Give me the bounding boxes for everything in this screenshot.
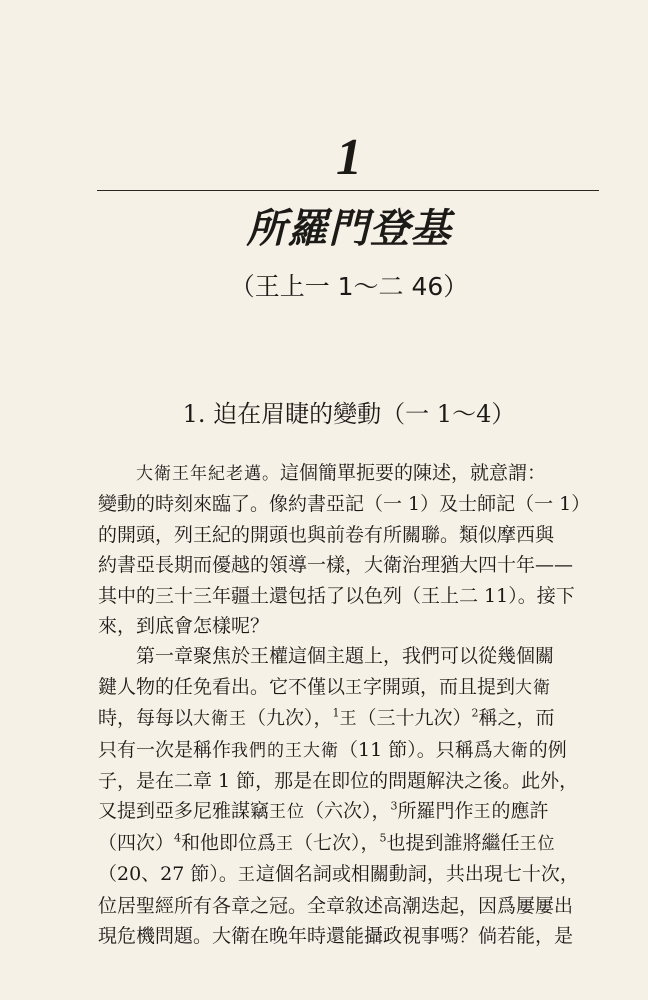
paragraph <box>98 458 603 641</box>
emphasis-text: 王 <box>339 709 358 730</box>
text-run: （11 節）。只稱爲 <box>339 738 493 761</box>
text-line <box>98 766 603 796</box>
emphasis-text: 王 <box>473 802 492 823</box>
text-run: 其中的三十三年疆土還包括了以色列（王上二 11）。接下 <box>98 584 575 607</box>
text-run: （九次）， <box>247 707 333 730</box>
text-line <box>98 458 603 489</box>
text-run: （六次）， <box>305 800 391 823</box>
text-run: 來，到底會怎樣呢？ <box>98 615 270 638</box>
text-line <box>98 859 603 890</box>
text-run: 這個簡單扼要的陳述，就意謂： <box>280 462 547 484</box>
text-run: 這個名詞或相關動詞，共出現七十次， <box>255 863 579 886</box>
text-line <box>98 891 603 921</box>
text-line <box>98 611 603 641</box>
text-run: 和他即位爲 <box>181 831 277 854</box>
text-run: 現危機問題。大衛在晚年時還能攝政視事嗎？倘若能，是 <box>98 925 574 948</box>
text-run: （三十九次） <box>357 707 472 730</box>
text-line <box>98 641 603 671</box>
text-run: 位居聖經所有各章之冠。全章敘述高潮迭起，因爲屢屢出 <box>98 894 574 917</box>
text-run: 時，每每以 <box>98 707 194 730</box>
text-run: 變動的時刻來臨了。像約書亞記（一 1）及士師記（一 1） <box>98 493 591 516</box>
emphasis-text: 王位 <box>519 833 556 854</box>
footnote-marker: 1 <box>332 706 340 720</box>
text-run: 又提到亞多尼雅謀竊 <box>98 800 270 823</box>
body-text <box>98 458 603 952</box>
chapter-title: 所羅門登基 <box>246 206 452 252</box>
text-run: 的開頭，列王紀的開頭也與前卷有所關聯。類似摩西與 <box>98 523 555 546</box>
text-run: 約書亞長期而優越的領導一樣，大衛治理猶大四十年—— <box>98 554 574 577</box>
text-run: 只有一次是稱作 <box>98 738 232 761</box>
text-run: 鍵人物的任免看出。它不僅以 <box>98 675 346 698</box>
footnote-marker: 4 <box>174 831 182 845</box>
footnote-marker: 5 <box>379 831 387 845</box>
chapter-scripture-reference: （王上一 1～二 46） <box>229 272 469 301</box>
text-line <box>98 672 603 703</box>
text-line <box>98 520 603 550</box>
emphasis-text: 王位 <box>269 802 306 823</box>
text-line <box>98 550 603 580</box>
emphasis-text: 我們的王大衛 <box>231 740 340 761</box>
text-line <box>98 828 603 859</box>
emphasis-text: 大衛王年紀老邁。 <box>136 464 280 484</box>
text-run: 的例 <box>528 738 567 761</box>
emphasis-text: 王 <box>345 677 364 698</box>
text-line <box>98 921 603 951</box>
text-run: 也提到誰將繼任 <box>386 831 520 854</box>
footnote-marker: 2 <box>471 706 479 720</box>
text-line <box>98 581 603 611</box>
text-run: 稱之，而 <box>478 707 555 730</box>
chapter-rule <box>97 190 599 191</box>
text-run: （七次）， <box>294 831 380 854</box>
emphasis-text: 大衛王 <box>193 709 248 730</box>
text-run: 的應許 <box>491 800 549 823</box>
text-line <box>98 489 603 519</box>
emphasis-text: 大衛 <box>515 677 552 698</box>
text-line <box>98 735 603 766</box>
text-run: 所羅門作 <box>397 800 474 823</box>
text-run: （四次） <box>98 831 175 854</box>
text-line <box>98 703 603 734</box>
text-run: 子，是在二章 1 節，那是在即位的問題解決之後。此外， <box>98 770 579 793</box>
text-run: 第一章聚焦於王權這個主題上，我們可以從幾個關 <box>136 645 555 668</box>
emphasis-text: 大衛 <box>492 740 529 761</box>
footnote-marker: 3 <box>390 800 398 814</box>
paragraph <box>98 641 603 951</box>
text-run: （20、27 節）。 <box>98 863 238 886</box>
section-heading: 1. 迫在眉睫的變動（一 1～4） <box>182 400 516 428</box>
text-run: 字開頭，而且提到 <box>363 675 516 698</box>
chapter-number: 1 <box>336 129 362 186</box>
emphasis-text: 王 <box>276 833 295 854</box>
text-line <box>98 796 603 827</box>
emphasis-text: 王 <box>237 865 256 886</box>
